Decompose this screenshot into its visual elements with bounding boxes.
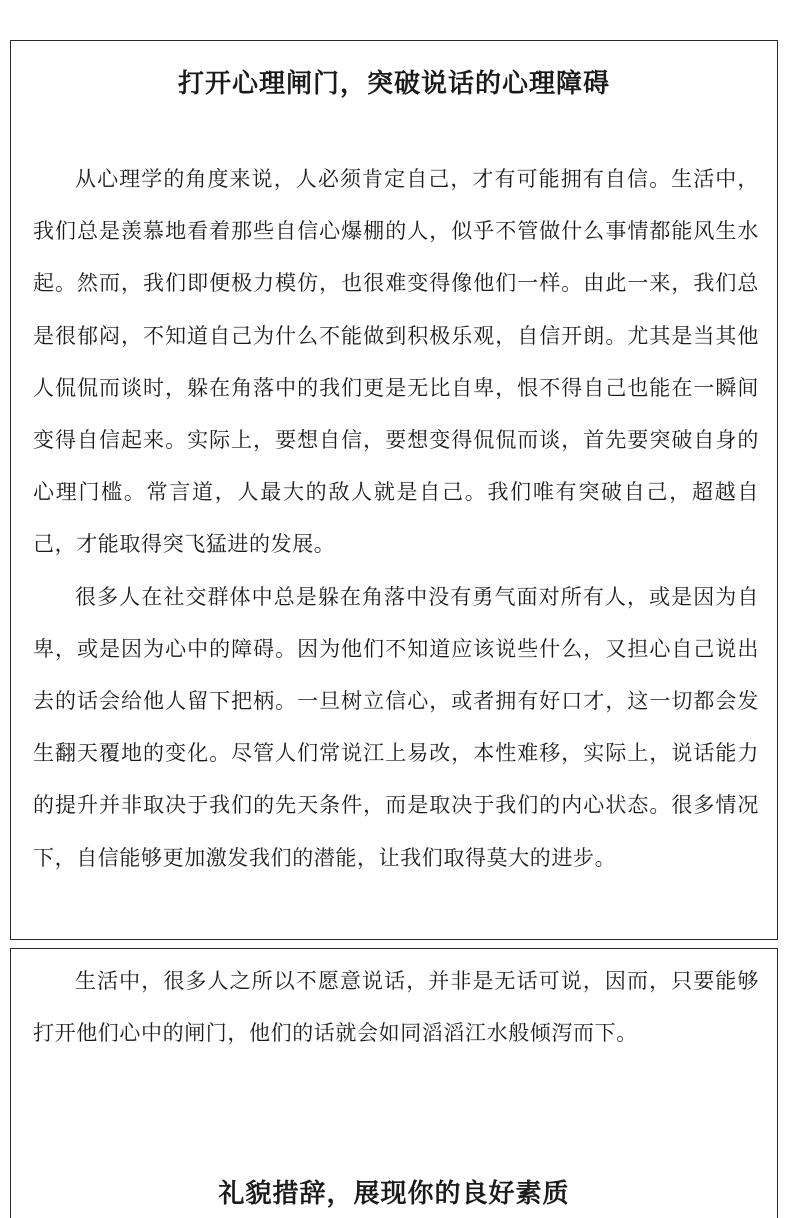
section-title: 打开心理闸门，突破说话的心理障碍 [177, 69, 610, 99]
article-panel-top [10, 40, 778, 940]
body-paragraph: 从心理学的角度来说，人必须肯定自己，才有可能拥有自信。生活中，我们总是羡慕地看着那些自信心爆棚的人，似乎不管做什么事情都能风生水起。然而，我们即便极力模仿，也很难变得像他们一样。由此一来，我们总是很郁闷，不知道自己为什么不能做到积极乐观，自信开朗。尤其是当其他人侃侃而谈时，躲在角落中的我们更是无比自卑，恨不得自己也能在一瞬间变得自信起来。实际上，要想自信，要想变得侃侃而谈，首先要突破自身的心理门槛。常言道，人最大的敌人就是自己。我们唯有突破自己，超越自己，才能取得突飞猛进的发展。 [33, 167, 759, 557]
article-body [33, 153, 759, 884]
article-panel-bottom [10, 948, 778, 1218]
body-paragraph: 很多人在社交群体中总是躲在角落中没有勇气面对所有人，或是因为自卑，或是因为心中的障碍。因为他们不知道应该说些什么，又担心自己说出去的话会给他人留下把柄。一旦树立信心，或者拥有好口才，这一切都会发生翻天覆地的变化。尽管人们常说江上易改，本性难移，实际上，说话能力的提升并非取决于我们的先天条件，而是取决于我们的内心状态。很多情况下，自信能够更加激发我们的潜能，让我们取得莫大的进步。 [33, 584, 759, 870]
article-body [33, 955, 759, 1059]
body-paragraph: 生活中，很多人之所以不愿意说话，并非是无话可说，因而，只要能够打开他们心中的闸门，他们的话就会如同滔滔江水般倾泻而下。 [33, 969, 759, 1046]
next-section-title: 礼貌措辞，展现你的良好素质 [218, 1179, 570, 1209]
